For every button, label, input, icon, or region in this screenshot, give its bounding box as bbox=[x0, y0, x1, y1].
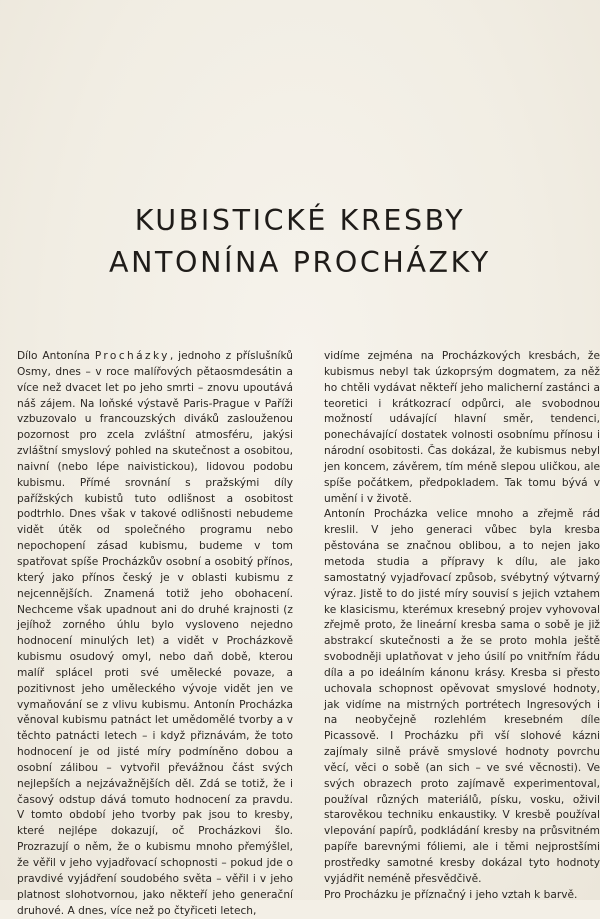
left-column bbox=[17, 349, 293, 919]
author-name-spaced: Procházky bbox=[94, 350, 170, 362]
right-column bbox=[324, 349, 600, 919]
paragraph: Pro Procházku je příznačný i jeho vztah k barvě. bbox=[324, 888, 578, 901]
paragraph bbox=[17, 349, 293, 919]
article-title bbox=[0, 200, 600, 284]
paragraph: Antonín Procházka velice mnoho a zřejmě rád kreslil. V jeho generaci vůbec byla kresba pěstována se značnou oblibou, a to nejen jako metoda studia a přípravy k dílu, ale jako samostatný vyjadřovací způsob, svébytný výtvarný výraz. Jistě to do jisté míry souvisí s jejich vztahem ke klasicismu, kterémux kresebný projev vyhovoval zřejmě proto, že lineární kresba sama o sobě je již abstrakcí skutečnosti a že se proto mohla ještě svobodněji uplatňovat v jeho úsilí po vnitřním řádu díla a po ideálním kánonu krásy. Kresba si přesto uchovala schopnost opěvovat smyslové hodnoty, jak vidíme na mistrných portrétech Ingresových i na neobyčejně rozlehlém kresebném díle Picassově. I Procházku při vší slohové kázni zajímaly silně právě smyslové hodnoty povrchu věcí, věci o sobě (an sich – ve své věcnosti). Ve svých obrazech proto zajímavě experimentoval, používal různých materiálů, písku, vosku, oživil starověkou techniku enkaustiky. V kresbě používal vlepování papírů, podkládání kresby na průsvitném papíře barevnými fóliemi, ale i těmi nejprostšími prostředky samotné kresby dokázal tyto hodnoty vyjádřit neméně přesvědčivě. bbox=[324, 508, 600, 885]
paragraph-prefix: Dílo Antonína bbox=[17, 350, 95, 362]
title-line-1: KUBISTICKÉ KRESBY bbox=[134, 204, 466, 237]
paragraph-text: , jednoho z příslušníků Osmy, dnes – v roce malířových pětaosmdesátin a více než dvacet let po jeho smrti – znovu upoutává náš zájem. Na loňské výstavě Paris-Prague v Paříži vzbuzovalo u francouzských diváků zaslouženou pozornost pro zcela zvláštní atmosféru, jakýsi zvláštní smyslový pohled na skutečnost a osobitou, naivní (nebo lépe naivistickou), lidovou podobu kubismu. Přímé srovnání s pražskými díly pařížských kubistů tuto odlišnost a osobitost podtrhlo. Dnes však v takové odlišnosti nebudeme vidět útěk od společného programu nebo nepochopení zásad kubismu, budeme v tom spatřovat spíše Procházkův osobní a osobitý přínos, který jako přínos český je v oblasti kubismu z nejcennějších. Znamená totiž jeho obohacení. Nechceme však upadnout ani do druhé krajnosti (z jejíhož zorného úhlu bylo vysloveno nejedno hodnocení minulých let) a vidět v Procházkově kubismu osudový omyl, nebo daň době, kterou malíř splácel proti své umělecké povaze, a pozitivnost jeho uměleckého vývoje vidět jen ve vymaňování se z vlivu kubismu. Antonín Procházka věnoval kubismu patnáct let umědomělé tvorby a v těchto patnácti letech – i když přiznávám, že toto hodnocení je od jisté míry podmíněno dobou a osobní zálibou – vytvořil převážnou část svých nejlepších a nejzávažnějších děl. Zdá se totiž, že i časový odstup dává tomuto hodnocení za pravdu. V tomto období jeho tvorby pak jsou to kresby, které nejlépe dokazují, oč Procházkovi šlo. Prozrazují o něm, že o kubismu mnoho přemýšlel, že věřil v jeho vyjadřovací schopnosti – pokud jde o pravdivé vyjádření soudobého světa – věřil i v jeho platnost slohotvornou, jako někteří jeho generační druhové. A dnes, více než po čtyřiceti letech, bbox=[17, 350, 293, 917]
paragraph: vidíme zejména na Procházkových kresbách, že kubismus nebyl tak úzkoprsým dogmatem, za něž ho chtěli vydávat někteří jeho malicherní zastánci a teoretici i krátkozrací odpůrci, ale svobodnou možností udávající hlavní směr, tendenci, ponechávající dostatek volnosti osobnímu přínosu i národní osobitosti. Čas dokázal, že kubismus nebyl jen koncem, závěrem, tím méně slepou uličkou, ale spíše počátkem, předpokladem. Tak tomu bývá v umění i v životě. bbox=[324, 350, 600, 505]
text-columns bbox=[17, 349, 600, 919]
title-line-2: ANTONÍNA PROCHÁZKY bbox=[109, 246, 491, 279]
